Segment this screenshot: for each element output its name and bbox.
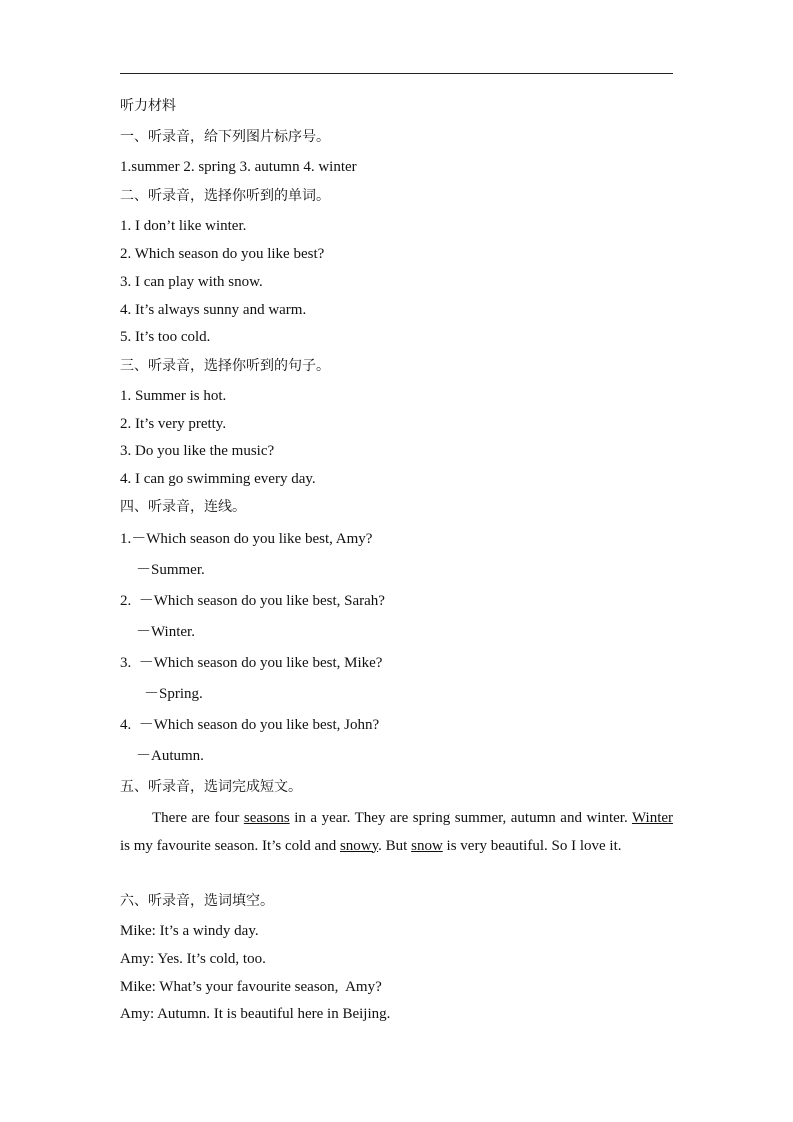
section-4-heading: 四、听录音，连线。 — [120, 499, 246, 515]
answer-word: seasons — [243, 810, 290, 826]
dialogue-line: Mike: It’s a windy day. — [120, 923, 259, 939]
section-4-answer: －Winter. — [136, 624, 195, 640]
answer-word: snowy — [339, 837, 379, 854]
section-5-heading: 五、听录音，选词完成短文。 — [120, 779, 302, 795]
text: is my favourite season. It’s cold and — [120, 837, 340, 854]
section-3-line: 3. Do you like the music? — [120, 443, 275, 459]
section-2-line: 2. Which season do you like best? — [120, 246, 325, 262]
section-5-paragraph — [120, 805, 673, 860]
section-3-line: 4. I can go swimming every day. — [120, 471, 316, 487]
dialogue-line: Amy: Yes. It’s cold, too. — [120, 951, 266, 967]
section-3-heading: 三、听录音，选择你听到的句子。 — [120, 358, 330, 374]
section-4-answer: －Autumn. — [136, 748, 204, 764]
dialogue-line: Amy: Autumn. It is beautiful here in Beijing. — [120, 1006, 391, 1022]
text: . But — [378, 837, 412, 854]
section-4-question: 4. －Which season do you like best, John? — [120, 717, 380, 733]
section-2-line: 4. It’s always sunny and warm. — [120, 302, 307, 318]
text: is very beautiful. So I love it. — [442, 837, 622, 854]
section-2-line: 5. It’s too cold. — [120, 329, 211, 345]
text: in a year. They are spring summer, autumn and winter. — [289, 810, 632, 826]
section-3-line: 1. Summer is hot. — [120, 388, 227, 404]
section-4-answer: －Summer. — [136, 562, 205, 578]
section-1-line: 1.summer 2. spring 3. autumn 4. winter — [120, 159, 357, 175]
text: There are four — [152, 810, 244, 826]
section-2-line: 1. I don’t like winter. — [120, 218, 247, 234]
answer-word: snow — [411, 837, 443, 854]
section-4-question: 1.－Which season do you like best, Amy? — [120, 531, 373, 547]
header-rule — [120, 73, 673, 74]
section-2-line: 3. I can play with snow. — [120, 274, 263, 290]
page-title: 听力材料 — [120, 98, 176, 114]
section-1-heading: 一、听录音，给下列图片标序号。 — [120, 129, 330, 145]
section-4-question: 2. －Which season do you like best, Sarah? — [120, 593, 385, 609]
section-6-heading: 六、听录音，选词填空。 — [120, 893, 274, 909]
section-4-question: 3. －Which season do you like best, Mike? — [120, 655, 383, 671]
answer-word: Winter — [631, 810, 674, 826]
section-3-line: 2. It’s very pretty. — [120, 416, 227, 432]
dialogue-line: Mike: What’s your favourite season, Amy? — [120, 979, 382, 995]
section-4-answer: －Spring. — [144, 686, 203, 702]
section-2-heading: 二、听录音，选择你听到的单词。 — [120, 188, 330, 204]
